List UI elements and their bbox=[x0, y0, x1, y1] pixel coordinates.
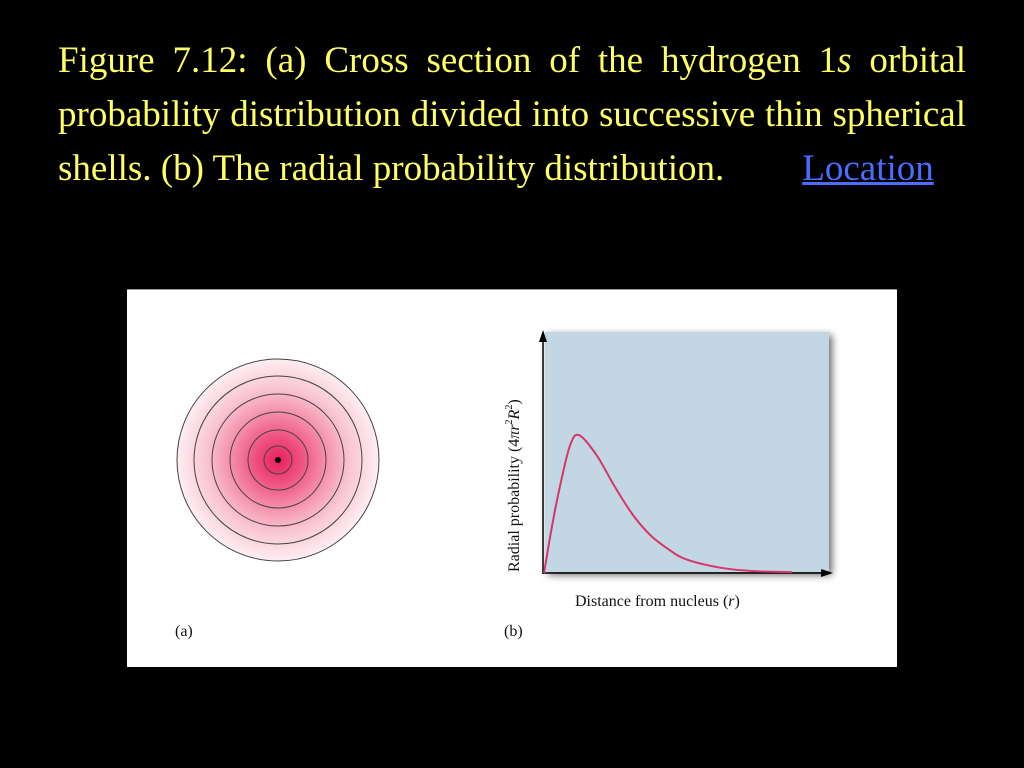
figure-svg bbox=[127, 290, 897, 667]
y-axis-label-pi: π bbox=[506, 430, 523, 439]
caption-prefix: Figure 7.12: (a) Cross section of the hydrogen 1 bbox=[58, 40, 838, 81]
x-axis-label-text: Distance from nucleus ( bbox=[575, 593, 729, 610]
y-axis-label-sup1: 2 bbox=[504, 419, 515, 425]
y-axis-label-close: ) bbox=[506, 399, 523, 405]
y-axis-label-sup2: 2 bbox=[504, 404, 515, 410]
figure-panel bbox=[127, 289, 897, 667]
caption-orbital-s: s bbox=[837, 40, 852, 81]
panel-b-label: (b) bbox=[504, 623, 523, 640]
y-axis-label-R: R bbox=[506, 409, 523, 420]
y-axis-label bbox=[504, 399, 523, 572]
location-link[interactable]: Location bbox=[802, 148, 934, 189]
plot-background bbox=[545, 332, 829, 572]
figure-caption bbox=[58, 34, 966, 196]
nucleus-dot bbox=[275, 457, 281, 463]
x-axis-label-close: ) bbox=[734, 593, 740, 610]
caption-body: orbital probability distribution divided into successive thin spherical shells. (b) The radial probability distribution. bbox=[58, 40, 966, 189]
x-axis-label bbox=[575, 593, 740, 610]
y-axis-label-r: r bbox=[506, 424, 523, 431]
y-axis-label-text: Radial probability (4 bbox=[506, 438, 523, 572]
radial-probability-chart bbox=[539, 330, 833, 577]
x-axis-label-var: r bbox=[728, 593, 735, 610]
orbital-cross-section bbox=[177, 359, 379, 561]
panel-a-label: (a) bbox=[175, 623, 193, 640]
